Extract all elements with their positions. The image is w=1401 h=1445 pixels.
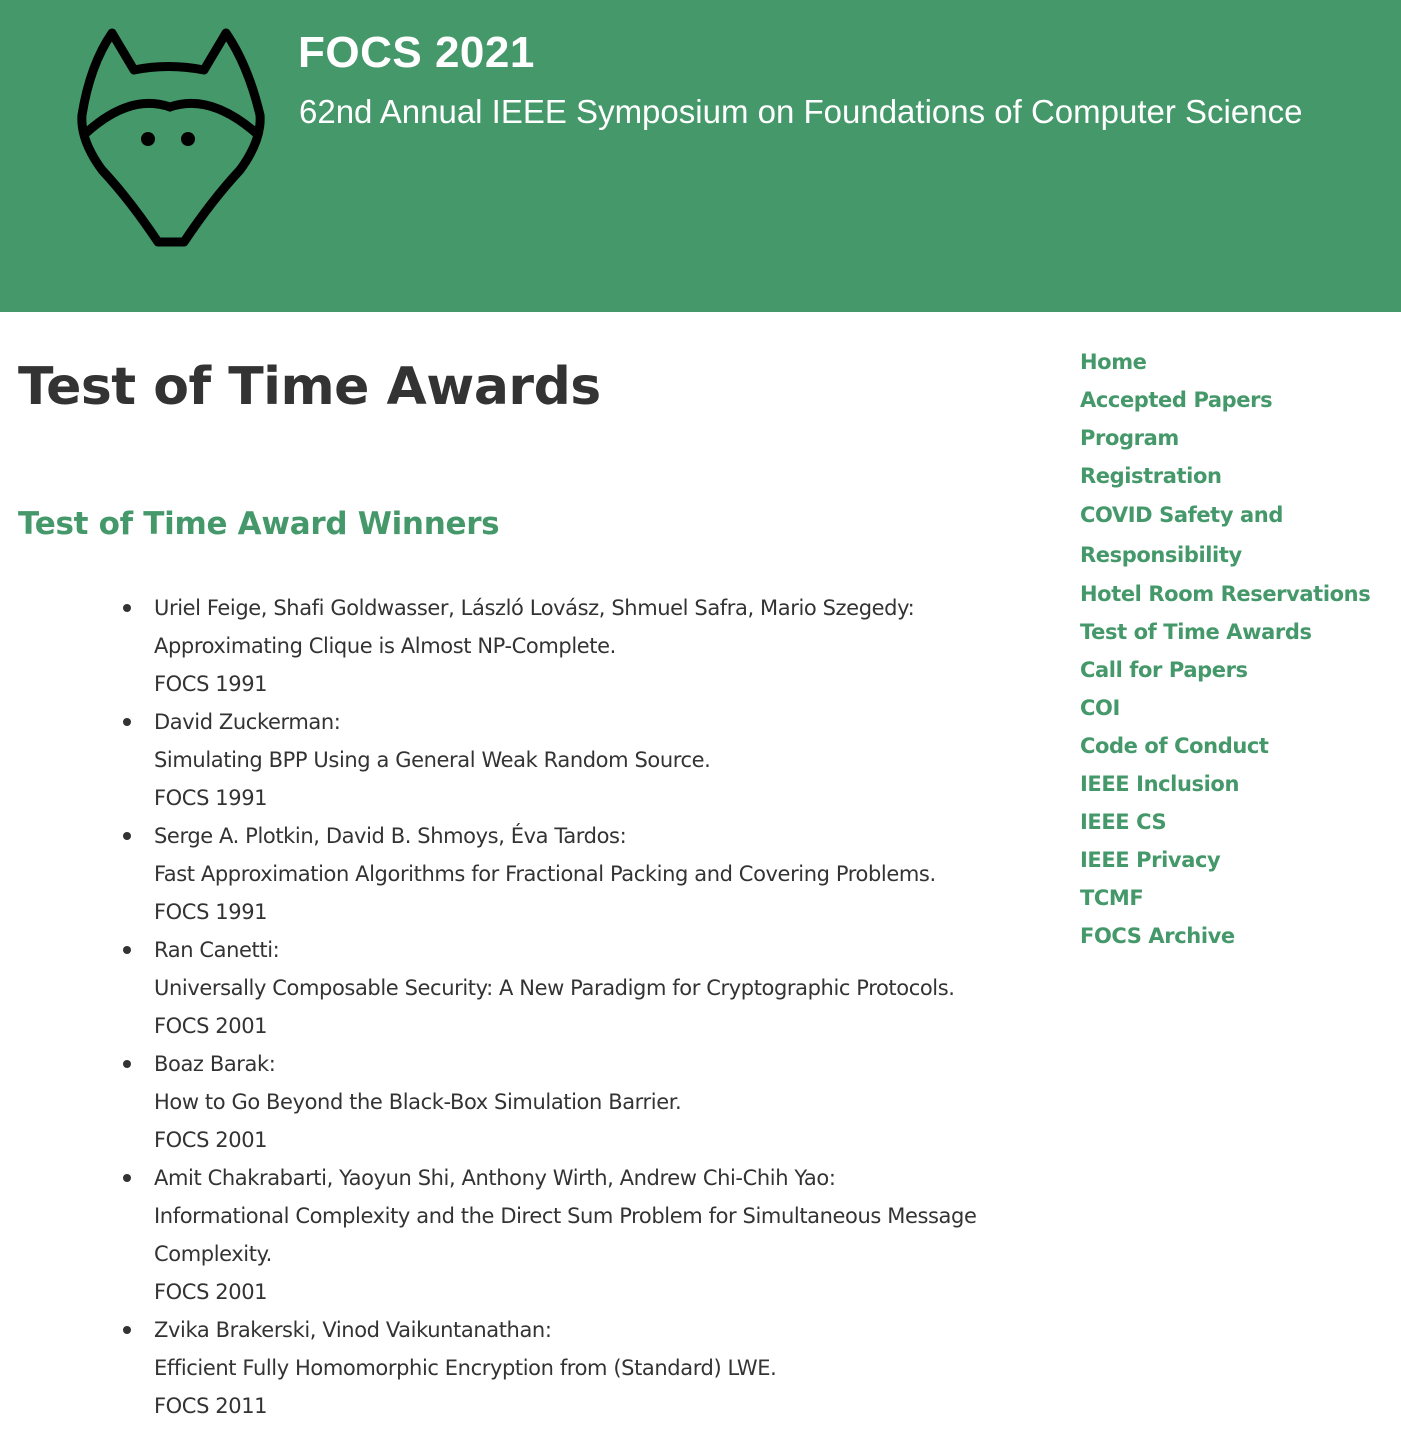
- fox-face-logo-icon[interactable]: [72, 25, 268, 250]
- winner-venue: FOCS 1991: [154, 786, 268, 810]
- bullet-icon: [123, 1174, 131, 1182]
- winner-paper-title: Universally Composable Security: A New Paradigm for Cryptographic Protocols.: [154, 976, 955, 1000]
- section-heading: Test of Time Award Winners: [18, 506, 500, 542]
- sidebar-item-tcmf[interactable]: TCMF: [1080, 886, 1144, 910]
- sidebar-item-hotel-reservations[interactable]: Hotel Room Reservations: [1080, 582, 1371, 606]
- sidebar-item-coi[interactable]: COI: [1080, 696, 1120, 720]
- winner-authors: Serge A. Plotkin, David B. Shmoys, Éva Tardos:: [154, 824, 627, 848]
- bullet-icon: [123, 946, 131, 954]
- winner-venue: FOCS 1991: [154, 672, 268, 696]
- sidebar-item-ieee-privacy[interactable]: IEEE Privacy: [1080, 848, 1221, 872]
- sidebar-item-ieee-cs[interactable]: IEEE CS: [1080, 810, 1167, 834]
- list-item: [118, 817, 1018, 931]
- sidebar-menu: [1080, 343, 1380, 955]
- winner-venue: FOCS 2001: [154, 1280, 268, 1304]
- site-header: [0, 0, 1401, 312]
- page-title: Test of Time Awards: [18, 357, 601, 417]
- winner-paper-title: Informational Complexity and the Direct Sum Problem for Simultaneous Message Complexity.: [154, 1204, 977, 1266]
- winner-paper-title: How to Go Beyond the Black-Box Simulation Barrier.: [154, 1090, 682, 1114]
- sidebar-item-ieee-inclusion[interactable]: IEEE Inclusion: [1080, 772, 1239, 796]
- site-subtitle: 62nd Annual IEEE Symposium on Foundations of Computer Science: [299, 93, 1303, 130]
- winner-authors: David Zuckerman:: [154, 710, 341, 734]
- winner-venue: FOCS 2001: [154, 1014, 268, 1038]
- list-item: [118, 1159, 1018, 1311]
- winner-authors: Uriel Feige, Shafi Goldwasser, László Lovász, Shmuel Safra, Mario Szegedy:: [154, 596, 915, 620]
- list-item: [118, 703, 1018, 817]
- bullet-icon: [123, 1060, 131, 1068]
- winner-paper-title: Simulating BPP Using a General Weak Random Source.: [154, 748, 711, 772]
- winner-authors: Ran Canetti:: [154, 938, 280, 962]
- sidebar-item-call-for-papers[interactable]: Call for Papers: [1080, 658, 1248, 682]
- list-item: [118, 589, 1018, 703]
- sidebar-item-covid-safety[interactable]: COVID Safety and Responsibility: [1080, 503, 1283, 567]
- sidebar-item-focs-archive[interactable]: FOCS Archive: [1080, 924, 1235, 948]
- sidebar-item-home[interactable]: Home: [1080, 350, 1147, 374]
- winners-list: [118, 589, 1018, 1425]
- bullet-icon: [123, 604, 131, 612]
- winner-authors: Zvika Brakerski, Vinod Vaikuntanathan:: [154, 1318, 552, 1342]
- sidebar-item-test-of-time-awards[interactable]: Test of Time Awards: [1080, 620, 1312, 644]
- winner-venue: FOCS 2011: [154, 1394, 268, 1418]
- sidebar-item-code-of-conduct[interactable]: Code of Conduct: [1080, 734, 1269, 758]
- sidebar-item-registration[interactable]: Registration: [1080, 464, 1222, 488]
- winner-paper-title: Fast Approximation Algorithms for Fractional Packing and Covering Problems.: [154, 862, 936, 886]
- bullet-icon: [123, 832, 131, 840]
- sidebar-item-program[interactable]: Program: [1080, 426, 1179, 450]
- list-item: [118, 1045, 1018, 1159]
- winner-paper-title: Efficient Fully Homomorphic Encryption from (Standard) LWE.: [154, 1356, 777, 1380]
- winner-authors: Boaz Barak:: [154, 1052, 276, 1076]
- bullet-icon: [123, 1326, 131, 1334]
- winner-authors: Amit Chakrabarti, Yaoyun Shi, Anthony Wirth, Andrew Chi-Chih Yao:: [154, 1166, 836, 1190]
- winner-venue: FOCS 1991: [154, 900, 268, 924]
- list-item: [118, 931, 1018, 1045]
- bullet-icon: [123, 718, 131, 726]
- winner-venue: FOCS 2001: [154, 1128, 268, 1152]
- sidebar-item-accepted-papers[interactable]: Accepted Papers: [1080, 388, 1273, 412]
- site-title: FOCS 2021: [298, 28, 535, 77]
- list-item: [118, 1311, 1018, 1425]
- winner-paper-title: Approximating Clique is Almost NP-Complete.: [154, 634, 616, 658]
